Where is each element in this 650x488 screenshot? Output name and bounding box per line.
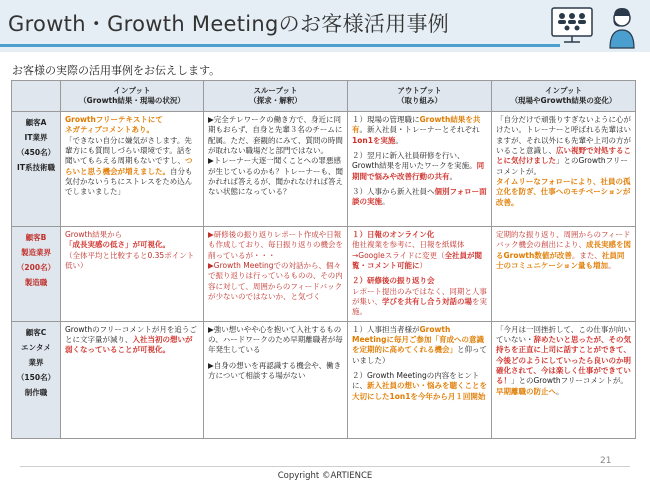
table-row <box>12 227 636 322</box>
table-header-row <box>12 81 636 112</box>
client-cell: 顧客C エンタメ 業界 （150名） 制作職 <box>12 321 61 438</box>
column-header: スループット （探求・解釈） <box>204 81 348 112</box>
footer-divider <box>20 466 630 467</box>
table-row <box>12 112 636 227</box>
result-cell: 「自分だけで頑張りすぎないように心がけたい。トレーナーと呼ばれる先輩はいますが、それ以外にも先輩や上司の方がいること意識し、広い視野で対処することに気付けました」とのGrowthフリーコメントが。 タイムリーなフォローにより、社員の孤立化を防ぎ、仕事へのモチベーションが改善。 <box>492 112 636 227</box>
title-underline <box>0 44 560 47</box>
case-table <box>11 80 636 439</box>
table-row <box>12 321 636 438</box>
client-cell: 顧客A IT業界 （450名） IT系技術職 <box>12 112 61 227</box>
throughput-cell: ▶完全テレワークの働き方で、身近に同期もおらず、自身と先輩３名のチームに配属。ただ、套観的にみて、質問の時間が取れない職場だと部門ではない。 ▶トレーナー大逐一聞くことへの罪悪感が生じているのかも？トレーナーも、聞かれれば答えるが、聞かれなければ答えない状態になっている？ <box>204 112 348 227</box>
page-title: Growth・Growth Meetingのお客様活用事例 <box>8 12 450 36</box>
output-cell: １）人事担当者様がGrowth Meetingに毎月ご参加「育成への意識を定期的に高めてくれる機会」と仰っていました） ２）Growth Meetingの内容をヒントに、新入社員の想い・悩みを聴くことを大切にした1on1を今年から月１回開始 <box>348 321 492 438</box>
throughput-cell: ▶強い想いやや心を抱いて入社するものの、ハードワークのため早期離職者が毎年発生している ▶自身の想いを再認識する機会や、働き方について相談する場がない <box>204 321 348 438</box>
input-cell: Growth結果から 「成長実感の低さ」が可視化。 （全体平均と比較すると0.35ポイント低い） <box>61 227 204 322</box>
input-cell: Growthフリーテキストにて ネガティブコメントあり。 「できない自分に嫌気がさします。先輩方にも質問しづらい環境です。話を聞いてもらえる周期もないですし、つらいと思う機会が増えました。自分も気付かないうちにストレスをため込んでしまいました」 <box>61 112 204 227</box>
column-header: アウトプット （取り組み） <box>348 81 492 112</box>
page-number: 21 <box>600 456 612 466</box>
result-cell: 「今月は一回挫折して、この仕事が向いていない・辞めたいと思ったが、その気持ちを正直に上司に話すことができて、今後どのようにしていったら良いのか明確化されて、今は楽しく仕事ができている！」とのGrowthフリーコメントが。 早期離職の防止へ。 <box>492 321 636 438</box>
subtitle: お客様の実際の活用事例をお伝えします。 <box>12 64 221 77</box>
output-cell: １）現場の管理職にGrowth結果を共有。新入社員・トレーナーとそれぞれ1on1を実施。 ２）翌月に新入社員研修を行い、Growth結果を用いたワークを実施。同期間で悩みや改善行動の共有。 ３）人事から新入社員へ個別フォロー面談の実施。 <box>348 112 492 227</box>
copyright: Copyright ©ARTIENCE <box>277 471 373 481</box>
client-cell: 顧客B 製造業界 （200名） 製造職 <box>12 227 61 322</box>
throughput-cell: ▶研修後の振り返りレポート作成や日報も作成しており、毎日振り返りの機会を削っているが・・・ ▶Growth Meetingでの対話から、個々で振り返りは行っているものの、その内容に対して、周囲からのフィードバックが少ないのではないか、と気づく <box>204 227 348 322</box>
title-bar <box>0 0 650 52</box>
result-cell: 定期的な振り返り、周囲からのフィードバック機会の創出により、成長実感を図るGrowth数値が改善。また、社員同士のコミュニケーション量も増加。 <box>492 227 636 322</box>
column-header: インプット （現場やGrowth結果の変化） <box>492 81 636 112</box>
output-cell: １）日報のオンライン化 他社複業を参考に、日報を紙媒体→Googleスライドに変更（全社員が閲覧・コメント可能に） ２）研修後の振り返り会 レポート提出のみではなく、同期と人事が集い、学びを共有し合う対話の場を実施。 <box>348 227 492 322</box>
online-meeting-illustration <box>544 2 644 50</box>
input-cell: Growthのフリーコメントが月を追うごとに文字量が減り、入社当初の想いが弱くなっていることが可視化。 <box>61 321 204 438</box>
corner-cell <box>12 81 61 112</box>
column-header: インプット （Growth結果・現場の状況） <box>61 81 204 112</box>
